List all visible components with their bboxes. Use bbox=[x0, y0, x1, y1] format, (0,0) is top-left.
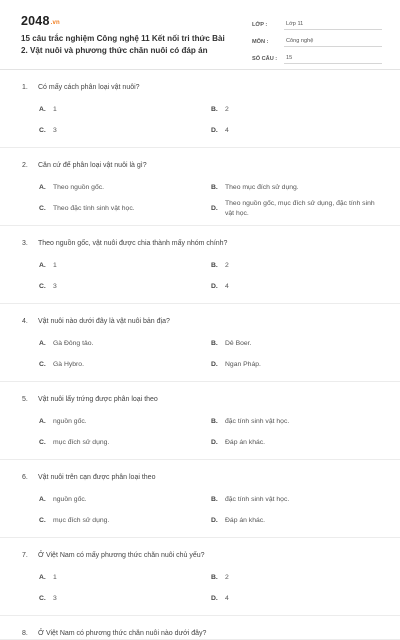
question-text: Ở Việt Nam có phương thức chăn nuôi nào dưới đây? bbox=[38, 629, 207, 637]
question-item bbox=[0, 148, 400, 226]
meta-row-socau bbox=[252, 47, 382, 64]
answer-option[interactable] bbox=[211, 588, 383, 609]
option-text: 2 bbox=[225, 261, 229, 269]
answer-option[interactable] bbox=[39, 510, 211, 531]
option-text: 2 bbox=[225, 573, 229, 581]
answer-option[interactable] bbox=[39, 432, 211, 453]
option-letter: D. bbox=[211, 438, 218, 446]
option-text: Dê Boer. bbox=[225, 339, 252, 347]
answer-option[interactable] bbox=[39, 354, 211, 375]
question-text: Vật nuôi nào dưới đây là vật nuôi bản địa? bbox=[38, 317, 170, 325]
answer-option[interactable] bbox=[211, 255, 383, 276]
option-text: mục đích sử dụng. bbox=[53, 516, 110, 524]
answer-option[interactable] bbox=[211, 567, 383, 588]
option-letter: B. bbox=[211, 339, 218, 347]
answer-option[interactable] bbox=[39, 198, 211, 219]
worksheet-meta bbox=[252, 13, 382, 64]
meta-socau-label: SỐ CÂU : bbox=[252, 56, 278, 62]
question-text-row bbox=[0, 237, 400, 249]
option-letter: A. bbox=[39, 183, 46, 191]
answer-options bbox=[0, 327, 400, 381]
option-text: 3 bbox=[53, 282, 57, 290]
option-letter: A. bbox=[39, 573, 46, 581]
question-text: Căn cứ để phân loại vật nuôi là gì? bbox=[38, 161, 147, 169]
option-letter: B. bbox=[211, 495, 218, 503]
option-text: Theo đặc tính sinh vật học. bbox=[53, 204, 135, 212]
option-text: 4 bbox=[225, 594, 229, 602]
question-text-row bbox=[0, 627, 400, 639]
option-letter: D. bbox=[211, 204, 218, 212]
answer-option[interactable] bbox=[211, 354, 383, 375]
option-text: mục đích sử dụng. bbox=[53, 438, 110, 446]
option-letter: D. bbox=[211, 360, 218, 368]
option-letter: C. bbox=[39, 204, 46, 212]
option-letter: A. bbox=[39, 417, 46, 425]
question-text: Vật nuôi lấy trứng được phân loại theo bbox=[38, 395, 158, 403]
option-text: 3 bbox=[53, 126, 57, 134]
question-item bbox=[0, 382, 400, 460]
option-letter: A. bbox=[39, 261, 46, 269]
answer-option[interactable] bbox=[39, 588, 211, 609]
site-logo[interactable] bbox=[21, 14, 60, 28]
question-item bbox=[0, 460, 400, 538]
option-letter: C. bbox=[39, 594, 46, 602]
meta-lop-label: LỚP : bbox=[252, 22, 268, 28]
logo-domain: .vn bbox=[50, 20, 60, 26]
question-text-row bbox=[0, 159, 400, 171]
meta-row-lop bbox=[252, 13, 382, 30]
option-text: Ngan Pháp. bbox=[225, 360, 261, 368]
option-text: 3 bbox=[53, 594, 57, 602]
answer-option[interactable] bbox=[39, 411, 211, 432]
answer-option[interactable] bbox=[39, 567, 211, 588]
answer-options bbox=[0, 171, 400, 225]
question-number: 5. bbox=[22, 395, 28, 403]
option-text: đặc tính sinh vật học. bbox=[225, 417, 290, 425]
option-letter: D. bbox=[211, 282, 218, 290]
option-text: 2 bbox=[225, 105, 229, 113]
option-letter: C. bbox=[39, 126, 46, 134]
option-text: Theo nguồn gốc. bbox=[53, 183, 105, 191]
option-letter: B. bbox=[211, 105, 218, 113]
question-list bbox=[0, 70, 400, 640]
option-letter: C. bbox=[39, 516, 46, 524]
option-letter: C. bbox=[39, 438, 46, 446]
option-text: nguồn gốc. bbox=[53, 495, 87, 503]
logo-text: 2048 bbox=[21, 14, 50, 28]
answer-options bbox=[0, 561, 400, 615]
option-letter: D. bbox=[211, 516, 218, 524]
option-letter: C. bbox=[39, 360, 46, 368]
option-letter: B. bbox=[211, 261, 218, 269]
option-text: Theo nguồn gốc, mục đích sử dụng, đặc tính sinh vật học. bbox=[225, 200, 375, 217]
question-text: Có mấy cách phân loại vật nuôi? bbox=[38, 83, 140, 91]
answer-option[interactable] bbox=[211, 198, 383, 219]
meta-mon-label: MÔN : bbox=[252, 39, 269, 45]
question-number: 8. bbox=[22, 629, 28, 637]
answer-option[interactable] bbox=[39, 255, 211, 276]
option-text: nguồn gốc. bbox=[53, 417, 87, 425]
answer-option[interactable] bbox=[211, 510, 383, 531]
question-item bbox=[0, 304, 400, 382]
answer-option[interactable] bbox=[39, 333, 211, 354]
option-letter: D. bbox=[211, 594, 218, 602]
option-text: Theo mục đích sử dụng. bbox=[225, 183, 299, 191]
answer-option[interactable] bbox=[211, 120, 383, 141]
question-item bbox=[0, 616, 400, 640]
question-text-row bbox=[0, 549, 400, 561]
question-item bbox=[0, 70, 400, 148]
question-text-row bbox=[0, 81, 400, 93]
answer-option[interactable] bbox=[39, 276, 211, 297]
answer-option[interactable] bbox=[39, 120, 211, 141]
question-number: 4. bbox=[22, 317, 28, 325]
option-text: Đáp án khác. bbox=[225, 516, 266, 524]
option-text: 4 bbox=[225, 126, 229, 134]
meta-mon-value: Công nghệ bbox=[284, 35, 382, 47]
worksheet-header bbox=[0, 0, 400, 70]
option-text: Đáp án khác. bbox=[225, 438, 266, 446]
option-letter: A. bbox=[39, 339, 46, 347]
option-text: 1 bbox=[53, 573, 57, 581]
option-letter: A. bbox=[39, 495, 46, 503]
answer-option[interactable] bbox=[211, 276, 383, 297]
option-letter: B. bbox=[211, 183, 218, 191]
meta-row-mon bbox=[252, 30, 382, 47]
question-text: Vật nuôi trên cạn được phân loại theo bbox=[38, 473, 156, 481]
question-number: 6. bbox=[22, 473, 28, 481]
question-item bbox=[0, 538, 400, 616]
question-text-row bbox=[0, 393, 400, 405]
answer-options bbox=[0, 249, 400, 303]
question-number: 7. bbox=[22, 551, 28, 559]
option-text: đặc tính sinh vật học. bbox=[225, 495, 290, 503]
question-text: Ở Việt Nam có mấy phương thức chăn nuôi chủ yếu? bbox=[38, 551, 205, 559]
answer-option[interactable] bbox=[211, 99, 383, 120]
answer-options bbox=[0, 405, 400, 459]
answer-options bbox=[0, 93, 400, 147]
question-number: 3. bbox=[22, 239, 28, 247]
option-letter: B. bbox=[211, 573, 218, 581]
option-text: 1 bbox=[53, 261, 57, 269]
option-letter: B. bbox=[211, 417, 218, 425]
option-letter: A. bbox=[39, 105, 46, 113]
question-text: Theo nguồn gốc, vật nuôi được chia thành mấy nhóm chính? bbox=[38, 239, 228, 247]
answer-option[interactable] bbox=[39, 489, 211, 510]
option-letter: D. bbox=[211, 126, 218, 134]
answer-option[interactable] bbox=[211, 489, 383, 510]
answer-option[interactable] bbox=[211, 333, 383, 354]
answer-option[interactable] bbox=[211, 432, 383, 453]
question-text-row bbox=[0, 315, 400, 327]
option-text: 1 bbox=[53, 105, 57, 113]
answer-option[interactable] bbox=[211, 411, 383, 432]
meta-socau-value: 15 bbox=[284, 52, 382, 64]
answer-options bbox=[0, 483, 400, 537]
option-text: Gà Đông tảo. bbox=[53, 339, 94, 347]
meta-lop-value: Lớp 11 bbox=[284, 18, 382, 30]
question-item bbox=[0, 226, 400, 304]
worksheet-title: 15 câu trắc nghiệm Công nghệ 11 Kết nối tri thức Bài 2. Vật nuôi và phương thức chăn nuôi có đáp án bbox=[21, 34, 225, 55]
option-letter: C. bbox=[39, 282, 46, 290]
answer-option[interactable] bbox=[39, 99, 211, 120]
option-text: Gà Hybro. bbox=[53, 360, 84, 368]
question-text-row bbox=[0, 471, 400, 483]
question-number: 2. bbox=[22, 161, 28, 169]
answer-option[interactable] bbox=[39, 177, 211, 198]
option-text: 4 bbox=[225, 282, 229, 290]
question-number: 1. bbox=[22, 83, 28, 91]
answer-option[interactable] bbox=[211, 177, 383, 198]
